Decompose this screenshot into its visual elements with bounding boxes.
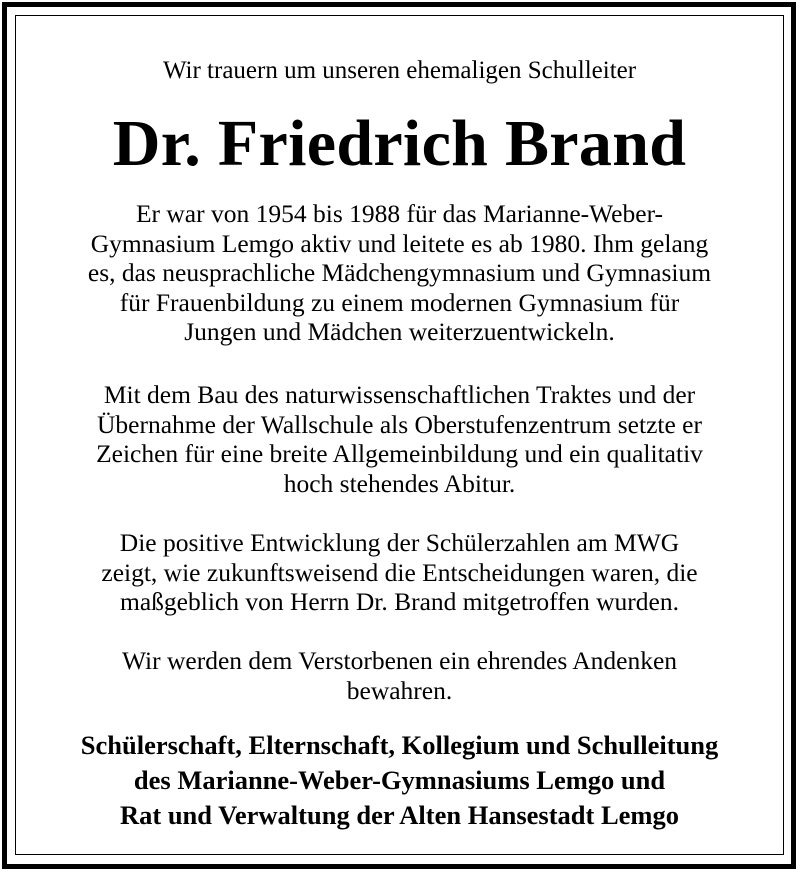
paragraph-career bbox=[16, 199, 783, 347]
paragraph-line: es, das neusprachliche Mädchengymnasium und Gymnasium bbox=[87, 258, 712, 287]
paragraph-line: Jungen und Mädchen weiterzuentwickeln. bbox=[184, 317, 615, 346]
paragraph-line: Mit dem Bau des naturwissenschaftlichen Traktes und der bbox=[103, 380, 696, 409]
paragraph-line: Er war von 1954 bis 1988 für das Marianne-Weber- bbox=[135, 199, 664, 228]
paragraph-line: hoch stehendes Abitur. bbox=[283, 468, 516, 498]
paragraph-remembrance bbox=[16, 646, 783, 705]
paragraph-line: zeigt, wie zukunftsweisend die Entscheidungen waren, die bbox=[101, 557, 698, 587]
paragraph-line: für Frauenbildung zu einem modernen Gymnasium für bbox=[119, 287, 680, 317]
paragraph-line: Übernahme der Wallschule als Oberstufenzentrum setzte er bbox=[97, 409, 702, 439]
obituary-notice bbox=[16, 16, 783, 854]
inner-border bbox=[15, 15, 784, 855]
paragraph-line: maßgeblich von Herrn Dr. Brand mitgetroffen wurden. bbox=[120, 587, 679, 616]
paragraph-line: Die positive Entwicklung der Schülerzahlen am MWG bbox=[119, 528, 680, 557]
signer-line: Rat und Verwaltung der Alten Hansestadt Lemgo bbox=[119, 800, 679, 830]
signer-line: des Marianne-Weber-Gymnasiums Lemgo und bbox=[133, 765, 666, 795]
intro-line: Wir trauern um unseren ehemaligen Schulleiter bbox=[162, 57, 637, 84]
paragraph-line: Gymnasium Lemgo aktiv und leitete es ab 1980. Ihm gelang bbox=[90, 228, 709, 258]
paragraph-line: Wir werden dem Verstorbenen ein ehrendes Andenken bbox=[121, 646, 678, 675]
paragraph-line: Zeichen für eine breite Allgemeinbildung und ein qualitativ bbox=[96, 439, 703, 468]
signers-block bbox=[16, 728, 783, 833]
paragraph-line: bewahren. bbox=[346, 675, 453, 705]
deceased-name: Dr. Friedrich Brand bbox=[112, 107, 687, 180]
paragraph-achievements bbox=[16, 380, 783, 498]
outer-border bbox=[2, 2, 796, 869]
paragraph-legacy bbox=[16, 528, 783, 617]
signer-line: Schülerschaft, Elternschaft, Kollegium und Schulleitung bbox=[80, 730, 719, 760]
